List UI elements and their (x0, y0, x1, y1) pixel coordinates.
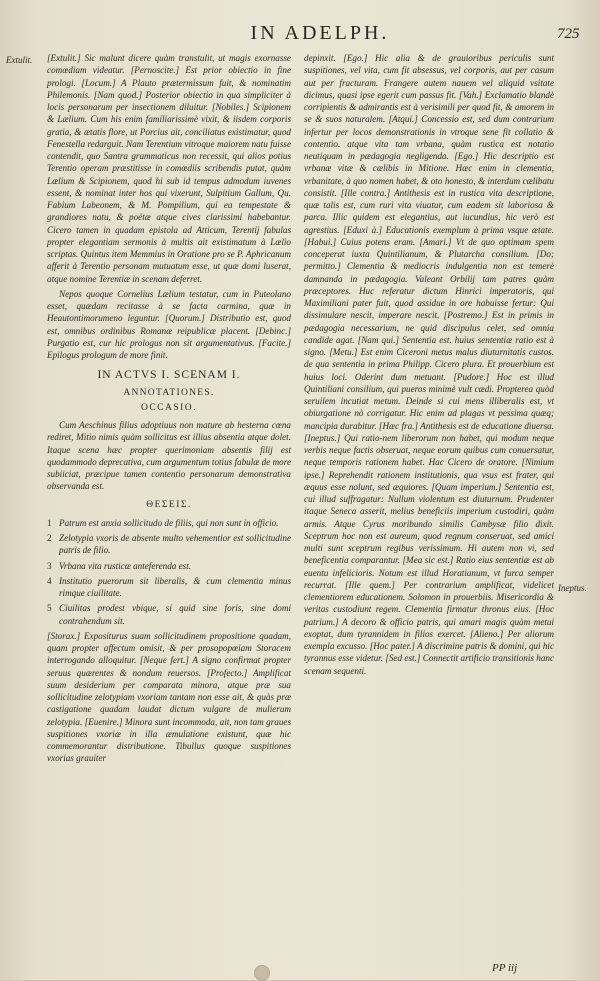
signature-mark: PP iij (492, 962, 518, 974)
thesis-item (47, 517, 291, 529)
occasio-text: Cum Aeschinus filius adoptiuus non mature ab hesterna cœna rediret, Mitio nimis quàm sollicitus est illius absentia atque dolet. Itaque scena hæc propter querimoniam absentis filij est quodammodo deprecativa, cum argumentum totius fabulæ de more subiiciat, præcipue tamen contentio personarum demonstrativa observanda est. (47, 420, 291, 492)
theseis-heading: ΘΕΣΕΙΣ. (146, 499, 192, 510)
commentary-paragraph: depinxit. [Ego.] Hic alia & de grauioribus periculis sunt suspitiones, vel vita, cum fit absessus, vel corporis, aut per casum aut per fracturam. Frangere autem nauem vel aliquid vsitate dicimus, quasi ipse egerit cum passus fit. [Vah.] Exclamatio blandè corripientis & admirantis est à verisimili per quod fit, & amorem in se & suos naturalem. [Atqui.] Concessio est, sed dum contrarium infertur per locos demonstrationis in vtroque sene fit collatio & contentio. atque vita tam vrbana, quàm rustica est notatio neutiquam in pædagogia negligenda. [Ego.] Hic descriptio est vrbanæ vitæ & cælibis in Mitione. Hæc enim in clementia, vrbanitate, à quo nomen habet, & oto honesto, & interdum cælibatu consistit. [Ille contra.] Antithesis est in rustica vita descriptione, quæ talis est, cum ruri vita viuatur, cum eadem sit laboriosa & parca. Illic quidem est elegantius, aut iucundius, hic verò est agrestius. [Eduxi à.] Educationis exemplum à prima vsque ætate. [Habui.] Cuius potens eram. [Amari.] Vt de quo optimam spem conceperat iuxta Quintilianum, & Plutarcha consilium. [Do; permitto.] Clementia & mediocris indulgentia non est temerè damnanda in pædagogia. Valeant Orbilij tam patres quàm præceptores. Huc referatur dictum Hinrici imperatoris, qui Maximiliani pater fuit, quod assidue in ore habuisse fertur: Qui dissimulare nescit, imperare nescit. [Postremo.] Est in primis in pædagogia necessarium, ne quid discipulus celet, sed omnia candide agat. [Nam qui.] Sententia est. huius sententiæ ratio est à signo. [Metu.] Est enim Ciceroni metus malus diuturnitatis custos. de qua sententia in prima Philipp. Cicero plura. Et prouerbium est huius loci. Oderint dum metuant. [Pudore.] Hoc est illud Quintiliani consilium, qui pueros minimè vult cædi. Propterea quòd seruilem incutiat metum. Deinde si cui mens illiberalis est, vt obiurgatione nò corrigatur. Hic enim ad plagas vt pessima quæq; mancipia durabitur. [Hæc fra.] Antithesis est de educatione diuersa. [Ineptus.] Qui ratio-nem liberorum non habet, qui modum neque verbis neque factis obseruat, neque eorum quibus cum conuersatur, neque temporis rationem habet. Hac Cicero de oratore. [Nimium ipse.] Reprehendit rationem institutionis, qua vsus est frater, qui æquus esse nolunt, sed æquiores. [Quam imperium.] Sententia est, cui illud suffragatur: Nullum violentum est diuturnum. Prudenter itaque Seneca asserit, melius beneficiis imperium custodiri, quàm armis. Atque Cyrus moribundo similis Cambysæ filio dixit. Sceptrum hoc non est aureum, quod regnum conseruat, sed amici multi sunt sceptrum regibus verissimum. Hi autem non vi, sed beneficentia comparantur. [Mea sic est.] Ratio eius sententiæ est ab euentu infelicioris. Notum est illud Horatianum, vt furca semper recurrat. [Ille quem.] Per contrarium amplificat, videlicet clementiorem educationem. Solomon in prouerbiis. Misericordia & veritas custodiunt regem. Clementia firmatur thronus eius. [Hoc patrium.] A decoro & officio patris, qui amari magis quàm metui exoptat, dum tyrannidem in filios exercet. [Alieno.] Per aliorum exempla excusso. [Hoc pater.] A discrimine patris & domini, qui hic tyrannus esse videtur. [Sed est.] Connectit artificio transitionis hanc scenam sequenti. (304, 53, 554, 676)
thesis-text: Vrbana vita rusticæ anteferenda est. (59, 560, 192, 571)
annotationes-heading: ANNOTATIONES. (123, 387, 215, 398)
thesis-text: Ciuilitas prodest vbique, si quid sine foris, sine domi contrahendum sit. (59, 603, 291, 626)
thesis-number: 5 (47, 603, 52, 614)
commentary-paragraph: [Storax.] Expositurus suam sollicitudinem propositione quadam, quam propter affectum omisit, & per prosopopœiam Storacem interrogando alloquitur. [Neque fert.] A signo confirmat propter seruus quærentes & nondum reuersos. [Profecto.] Amplificat suum desiderium per comparata minora, atque præ sua sollicitudine zelotypiam vxoriam tantam non esse ait, & quàs præ castigatione quadam laudat dictum vulgare de mulierum zelotypia. [Euenire.] Minora sunt incommoda, ait, non tam graues suspitiones vxoriæ in illa æmulatione existunt, quæ hic commemorantur distributione. Tibullus quoque suspitiones vxorias grauiter (47, 630, 291, 764)
running-head: IN ADELPH. (250, 22, 390, 44)
page-number: 725 (557, 26, 580, 42)
right-column (304, 52, 554, 680)
thesis-text: Patrum est anxia sollicitudo de filiis, qui non sunt in officio. (59, 517, 279, 528)
thesis-item (47, 602, 291, 627)
paper-hole (254, 965, 270, 981)
thesis-number: 1 (47, 517, 52, 528)
scene-heading: IN ACTVS I. SCENAM I. (97, 369, 241, 382)
thesis-item (47, 560, 291, 572)
margin-note-right: Ineptus. (558, 583, 587, 593)
thesis-item (47, 575, 291, 600)
left-column (47, 52, 291, 768)
commentary-paragraph: Nepos quoque Cornelius Lælium testatur, cum in Puteolano esset, quædam recitasse à se facta carmina, quæ in Heautontimorumeno leguntur. [Quorum.] Distributio est, quod est, omnibus ordinibus Romanæ reipublicæ placent. [Debinc.] Purgatio est, cur hic prologus non sit argumentativus. [Facite.] Epilogus prologum de more finit. (47, 288, 291, 360)
thesis-text: Zelotypia vxoris de absente multo vehementior est sollicitudine patris de filio. (59, 533, 291, 556)
thesis-number: 2 (47, 533, 52, 543)
thesis-text: Institutio puerorum sit liberalis, & cum clementia minus rimque ciuilitate. (59, 575, 291, 598)
thesis-item (47, 532, 291, 557)
thesis-number: 3 (47, 560, 52, 571)
margin-note-left: Extulit. (6, 55, 33, 65)
commentary-paragraph: [Extulit.] Sic malunt dicere quàm transtulit, ut magis exornasse comœdiam videatur. [Pernoscite.] Est prior obiectio in fine prologi. [Locum.] A Plauto prætermissum fuit, & nominatim Philemonis. [Nam quod.] Posterior obiectio in qua simpliciter à locis personarum per insectionem diluitur. [Nobiles.] Scipionem & Lælium. Cum his enim familiarissimè vixit, & iisdem corporis gratia, & ætatis flore, ut Porcius ait, conciliatus existimatur, quod Fenestella redarguit. Nam Terentium vitroque maiorem natu fuisse contendit, quo Santra grammaticus non recessit, qui alios potius Terentio operam præstitisse in comœdiis scribendis putat, quàm Lælium & Scipionem, quod hi sub id tempus admodum iuvenes essent, & nominat inter hos qui vixerunt, Sulpitium Gallum, Qu. Fabium Labeonem, & M. Pompilium, qui ea tempestate & grandiores natu, & poëtæ atque cives clarissimi habebantur. Cicero tamen in quadam epistola ad Atticum, Terentij fabulas propter elegantiam sermonis à multis ait existimatum à Lælio scriptas. Quintus item Memmius in Oratione pro se P. Aphricanum afferit à Terentio personam mutuatum esse, ut quæ domi luserat, atque nomine Terentiæ in scenam deferret. (47, 53, 291, 284)
thesis-number: 4 (47, 575, 52, 586)
occasio-heading: OCCASIO. (140, 402, 198, 413)
